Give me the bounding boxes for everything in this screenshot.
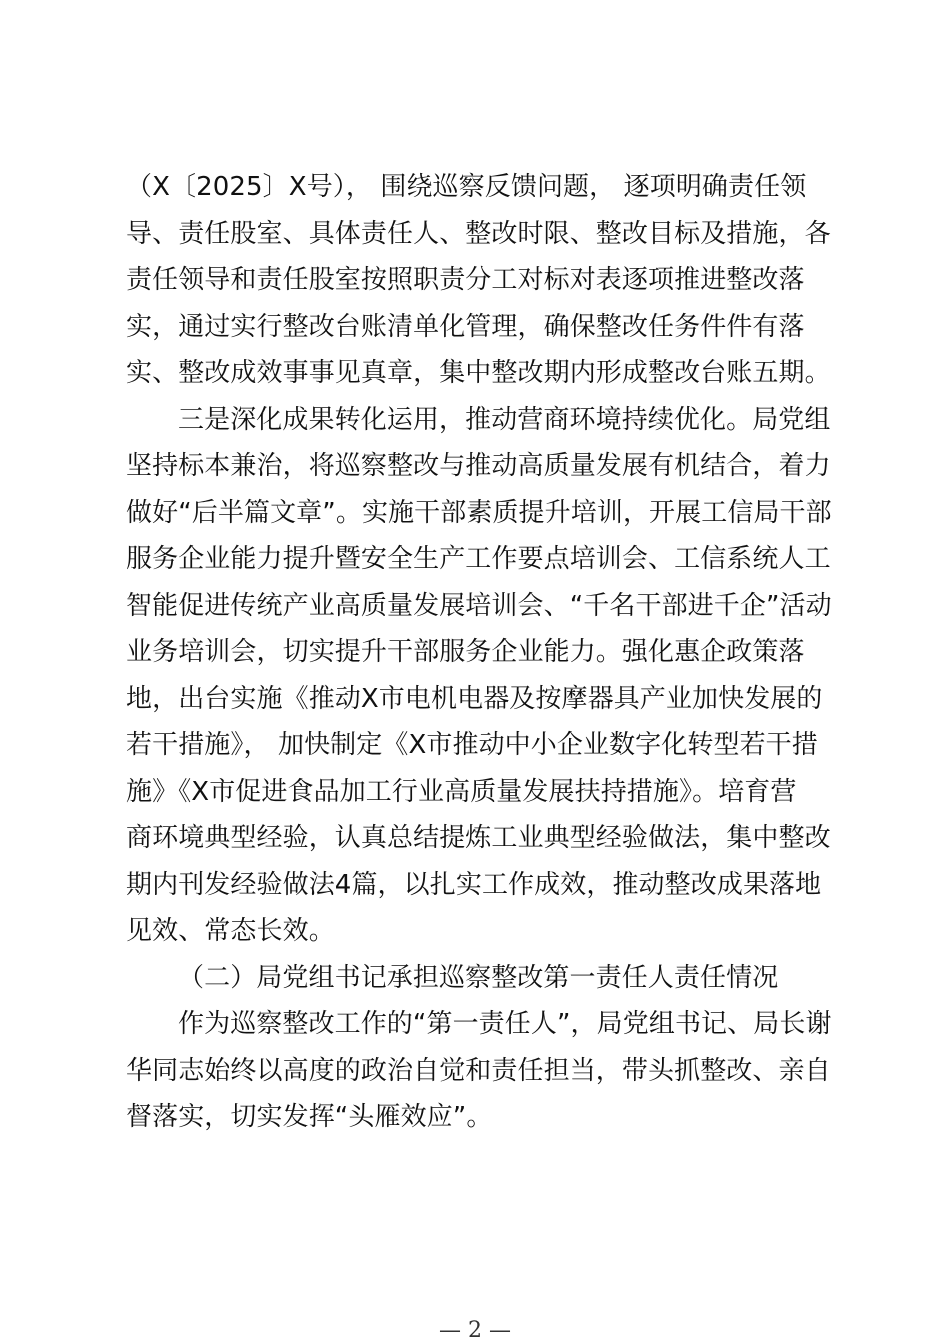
body-line: 地，出台实施《推动X市电机电器及按摩器具产业加快发展的 bbox=[126, 683, 823, 714]
body-line: 期内刊发经验做法4篇，以扎实工作成效，推动整改成果落地 bbox=[126, 869, 822, 900]
body-line: 导、责任股室、具体责任人、整改时限、整改目标及措施，各 bbox=[126, 218, 831, 249]
body-line: 智能促进传统产业高质量发展培训会、“千名干部进千企”活动 bbox=[126, 590, 832, 621]
body-line: （X〔2025〕X号）， 围绕巡察反馈问题， 逐项明确责任领 bbox=[126, 172, 807, 202]
body-line: 做好“后半篇文章”。实施干部素质提升培训，开展工信局干部 bbox=[126, 497, 832, 528]
body-line: 督落实，切实发挥“头雁效应”。 bbox=[126, 1102, 493, 1132]
body-line: 坚持标本兼治，将巡察整改与推动高质量发展有机结合，着力 bbox=[126, 451, 831, 481]
section-heading: （二）局党组书记承担巡察整改第一责任人责任情况 bbox=[178, 962, 779, 993]
body-line: 实、整改成效事事见真章，集中整改期内形成整改台账五期。 bbox=[126, 358, 831, 388]
body-line: 责任领导和责任股室按照职责分工对标对表逐项推进整改落 bbox=[126, 265, 805, 295]
body-line: 服务企业能力提升暨安全生产工作要点培训会、工信系统人工 bbox=[126, 544, 831, 574]
body-line: 业务培训会，切实提升干部服务企业能力。强化惠企政策落 bbox=[126, 637, 805, 667]
paragraph-start-line: 作为巡察整改工作的“第一责任人”，局党组书记、局长谢 bbox=[178, 1009, 832, 1039]
body-line: 华同志始终以高度的政治自觉和责任担当，带头抓整改、亲自 bbox=[126, 1055, 831, 1086]
document-body bbox=[126, 164, 832, 1141]
paragraph-start-line: 三是深化成果转化运用，推动营商环境持续优化。局党组 bbox=[178, 404, 831, 435]
body-line: 若干措施》， 加快制定《X市推动中小企业数字化转型若干措 bbox=[126, 730, 818, 760]
body-line: 商环境典型经验，认真总结提炼工业典型经验做法，集中整改 bbox=[126, 823, 831, 853]
body-line: 见效、常态长效。 bbox=[126, 916, 335, 946]
body-line: 实，通过实行整改台账清单化管理，确保整改任务件件有落 bbox=[126, 311, 805, 342]
body-line: 施》《X市促进食品加工行业高质量发展扶持措施》。培育营 bbox=[126, 776, 797, 807]
page-number: — 2 — bbox=[439, 1318, 511, 1343]
